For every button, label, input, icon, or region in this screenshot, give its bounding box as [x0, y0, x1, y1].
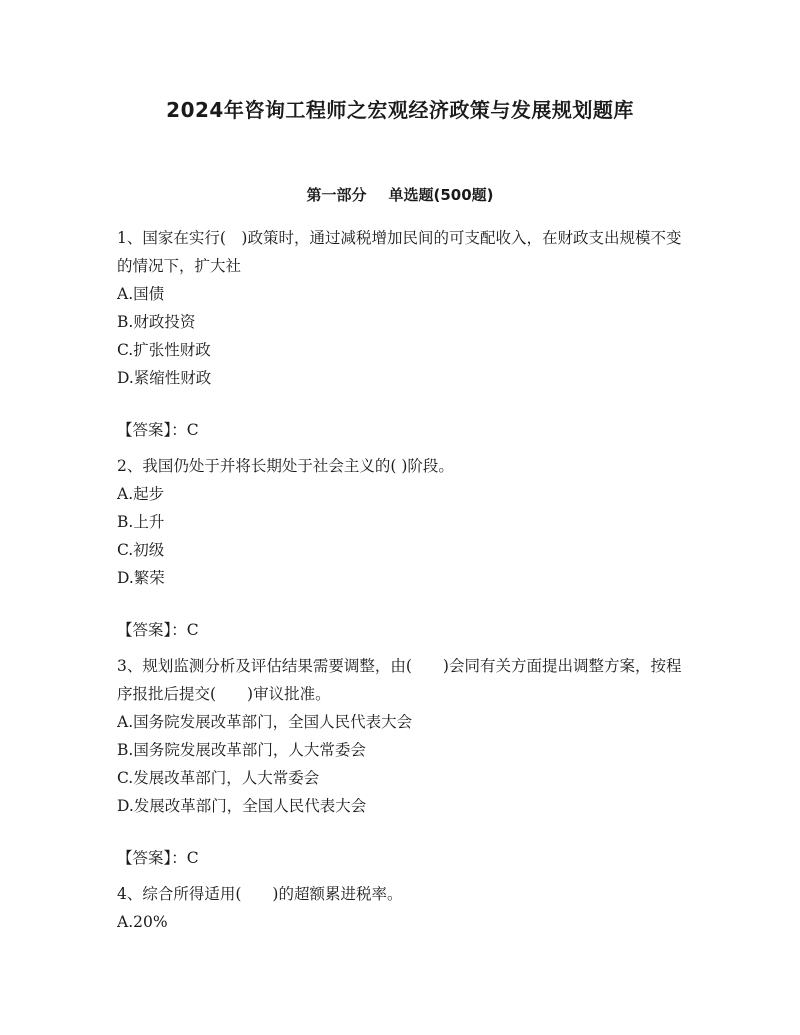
section-part: 第一部分 [306, 186, 367, 204]
question-2 [117, 452, 687, 644]
section-name: 单选题(500题) [388, 186, 494, 204]
option-a: A.起步 [117, 485, 165, 503]
question-stem: 4、综合所得适用( )的超额累进税率。 [117, 885, 403, 903]
answer-label: 【答案】： [117, 621, 187, 639]
answer-line [117, 416, 687, 444]
option-c: C.初级 [117, 541, 165, 559]
answer-label: 【答案】： [117, 849, 187, 867]
option-d: D.紧缩性财政 [117, 369, 212, 387]
option-a: A.国债 [117, 285, 165, 303]
section-heading [0, 184, 800, 205]
answer-line [117, 844, 687, 872]
question-3 [117, 652, 687, 872]
answer-label: 【答案】： [117, 421, 187, 439]
answer-value: C [186, 621, 199, 639]
option-b: B.上升 [117, 513, 165, 531]
answer-value: C [186, 849, 199, 867]
question-1 [117, 224, 687, 444]
option-c: C.扩张性财政 [117, 341, 211, 359]
answer-value: C [186, 421, 199, 439]
question-stem: 3、规划监测分析及评估结果需要调整，由( )会同有关方面提出调整方案，按程序报批后提交( )审议批准。 [117, 657, 682, 703]
question-stem: 1、国家在实行( )政策时，通过减税增加民间的可支配收入，在财政支出规模不变的情况下，扩大社 [117, 229, 682, 275]
option-a: A.国务院发展改革部门，全国人民代表大会 [117, 713, 413, 731]
option-d: D.发展改革部门，全国人民代表大会 [117, 797, 367, 815]
question-4 [117, 880, 687, 936]
option-d: D.繁荣 [117, 569, 165, 587]
document-title: 2024年咨询工程师之宏观经济政策与发展规划题库 [166, 98, 634, 122]
option-b: B.财政投资 [117, 313, 196, 331]
answer-line [117, 616, 687, 644]
option-c: C.发展改革部门，人大常委会 [117, 769, 320, 787]
option-a: A.20% [117, 913, 168, 931]
question-list [117, 224, 687, 936]
question-stem: 2、我国仍处于并将长期处于社会主义的( )阶段。 [117, 457, 454, 475]
option-b: B.国务院发展改革部门，人大常委会 [117, 741, 366, 759]
